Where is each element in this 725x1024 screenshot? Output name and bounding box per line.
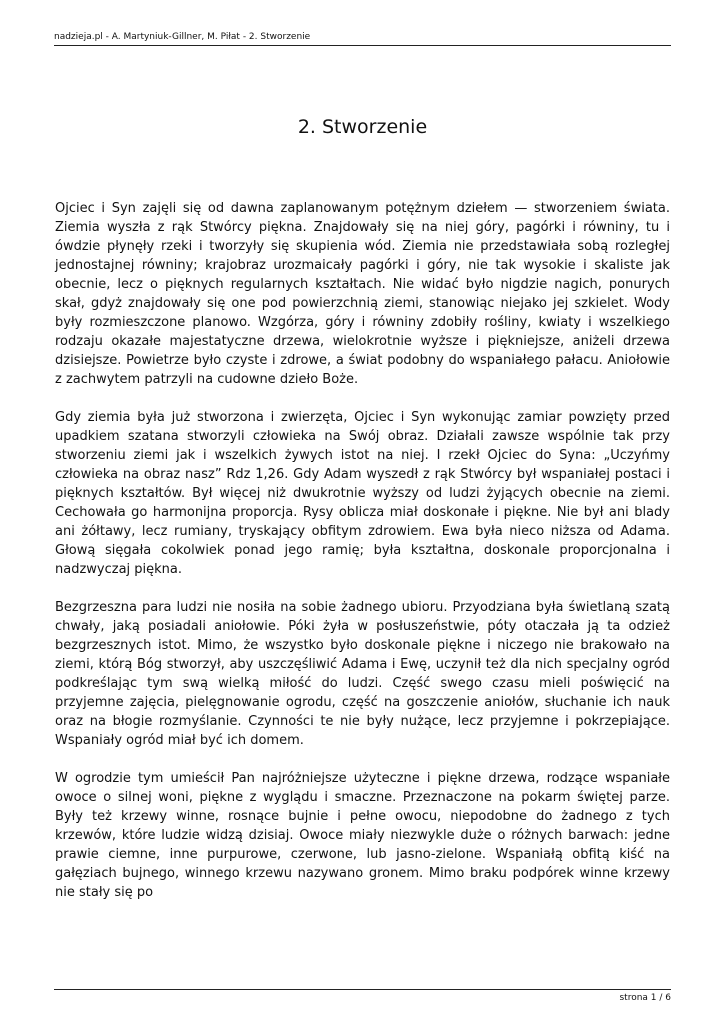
page-number: strona 1 / 6 <box>619 993 671 1003</box>
paragraph-1: Ojciec i Syn zajęli się od dawna zaplanowanym potężnym dziełem — stworzeniem świata. Ziemia wyszła z rąk Stwórcy piękna. Znajdowały się na niej góry, pagórki i równiny, tu i ówdzie płynęły rzeki i tworzyły się skupienia wód. Ziemia nie przedstawiała sobą rozległej jednostajnej równiny; krajobraz urozmaicały pagórki i góry, nie tak wysokie i skaliste jak obecnie, lecz o pięknych regularnych kształtach. Nie widać było nigdzie nagich, ponurych skał, gdyż znajdowały się one pod powierzchnią ziemi, stanowiąc niejako jej szkielet. Wody były rozmieszczone planowo. Wzgórza, góry i równiny zdobiły rośliny, kwiaty i wszelkiego rodzaju okazałe majestatyczne drzewa, wielokrotnie wyższe i piękniejsze, aniżeli drzewa dzisiejsze. Powietrze było czyste i zdrowe, a świat podobny do wspaniałego pałacu. Aniołowie z zachwytem patrzyli na cudowne dzieło Boże. <box>55 201 670 387</box>
header-divider <box>54 45 671 46</box>
paragraph-3: Bezgrzeszna para ludzi nie nosiła na sobie żadnego ubioru. Przyodziana była świetlaną szatą chwały, jaką posiadali aniołowie. Póki żyła w posłuszeństwie, póty otaczała ją ta odzież bezgrzesznych istot. Mimo, że wszystko było doskonale piękne i niczego nie brakowało na ziemi, którą Bóg stworzył, aby uszczęśliwić Adama i Ewę, uczynił też dla nich specjalny ogród podkreślając tym swą wielką miłość do ludzi. Część swego czasu mieli poświęcić na przyjemne zajęcia, pielęgnowanie ogrodu, część na goszczenie aniołów, słuchanie ich nauk oraz na błogie rozmyślanie. Czynności te nie były nużące, lecz przyjemne i pokrzepiające. Wspaniały ogród miał być ich domem. <box>55 600 670 748</box>
footer-divider <box>54 989 671 990</box>
page-header-source: nadzieja.pl - A. Martyniuk-Gillner, M. Piłat - 2. Stworzenie <box>54 32 311 42</box>
paragraph-2: Gdy ziemia była już stworzona i zwierzęta, Ojciec i Syn wykonując zamiar powzięty przed upadkiem szatana stworzyli człowieka na Swój obraz. Działali zawsze wspólnie tak przy stworzeniu ziemi jak i wszelkich żywych istot na niej. I rzekł Ojciec do Syna: „Uczyńmy człowieka na obraz nasz” Rdz 1,26. Gdy Adam wyszedł z rąk Stwórcy był wspaniałej postaci i pięknych kształtów. Był więcej niż dwukrotnie wyższy od ludzi żyjących obecnie na ziemi. Cechowała go harmonijna proporcja. Rysy oblicza miał doskonałe i piękne. Nie był ani blady ani żółtawy, lecz rumiany, tryskający obfitym zdrowiem. Ewa była nieco niższa od Adama. Głową sięgała cokolwiek ponad jego ramię; była kształtna, doskonale proporcjonalna i nadzwyczaj piękna. <box>55 410 670 577</box>
paragraph-4: W ogrodzie tym umieścił Pan najróżniejsze użyteczne i piękne drzewa, rodzące wspaniałe owoce o silnej woni, piękne z wyglądu i smaczne. Przeznaczone na pokarm świętej parze. Były też krzewy winne, rosnące bujnie i pełne owocu, niepodobne do żadnego z tych krzewów, które ludzie widzą dzisiaj. Owoce miały niezwykle duże o różnych barwach: jedne prawie ciemne, inne purpurowe, czerwone, lub jasno-zielone. Wspaniałą obfitą kiść na gałęziach bujnego, winnego krzewu nazywano gronem. Mimo braku podpórek winne krzewy nie stały się po <box>55 771 670 900</box>
document-body <box>55 199 670 921</box>
page-title: 2. Stworzenie <box>297 116 428 138</box>
